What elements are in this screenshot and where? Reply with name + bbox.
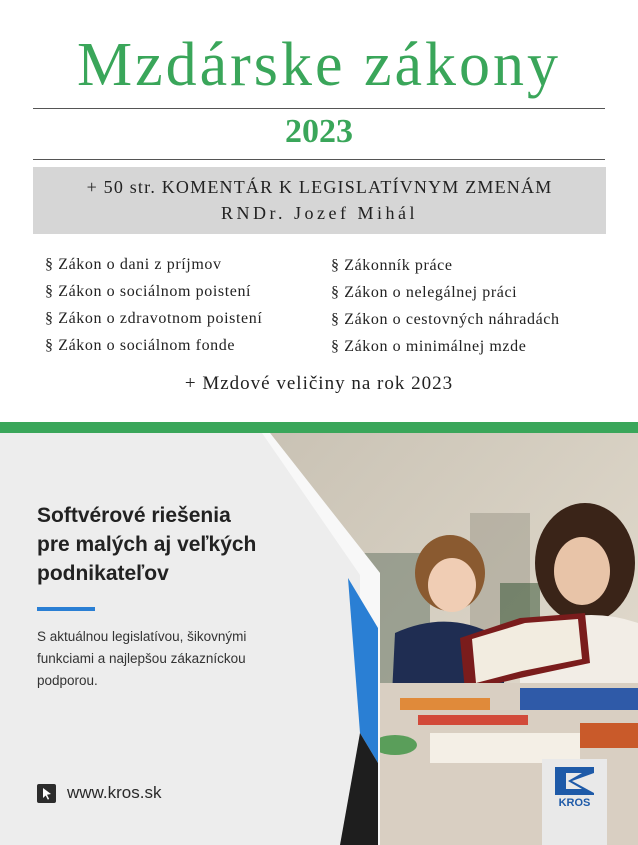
author-name: RNDr. Jozef Mihál [221, 203, 418, 223]
website-link[interactable]: www.kros.sk [67, 783, 162, 802]
ad-description [37, 626, 246, 692]
title-divider-top [33, 108, 605, 109]
ad-headline-line: Softvérové riešenia [37, 504, 231, 527]
law-item: § Zákon o sociálnom fonde [45, 337, 236, 354]
cursor-icon [37, 784, 56, 803]
law-item: § Zákon o minimálnej mzde [331, 338, 527, 355]
green-divider-bar [0, 422, 638, 433]
ad-headline-line: podnikateľov [37, 562, 169, 585]
commentary-text: + 50 str. KOMENTÁR K LEGISLATÍVNYM ZMENÁM [86, 177, 553, 197]
ad-headline-line: pre malých aj veľkých [37, 533, 257, 556]
law-item: § Zákon o zdravotnom poistení [45, 310, 263, 327]
law-item: § Zákon o sociálnom poistení [45, 283, 252, 300]
kros-logo [542, 759, 607, 845]
wage-quantities-note: + Mzdové veličiny na rok 2023 [184, 373, 454, 394]
book-title: Mzdárske zákony [77, 31, 561, 99]
law-item: § Zákon o dani z príjmov [45, 256, 222, 273]
ad-accent-rule [37, 607, 95, 611]
commentary-banner [33, 167, 606, 234]
kros-logo-text: KROS [558, 797, 591, 809]
title-divider-bottom [33, 159, 605, 160]
kros-logo-mark-icon [542, 759, 607, 799]
ad-description-line: podporou. [37, 673, 98, 688]
law-item: § Zákon o cestovných náhradách [331, 311, 560, 328]
ad-description-line: funkciami a najlepšou zákazníckou [37, 651, 246, 666]
law-item: § Zákon o nelegálnej práci [331, 284, 518, 301]
ad-description-line: S aktuálnou legislatívou, šikovnými [37, 629, 247, 644]
kros-advertisement [0, 433, 638, 845]
ad-headline [37, 501, 256, 588]
edition-year: 2023 [285, 113, 353, 150]
law-item: § Zákonník práce [331, 257, 453, 274]
